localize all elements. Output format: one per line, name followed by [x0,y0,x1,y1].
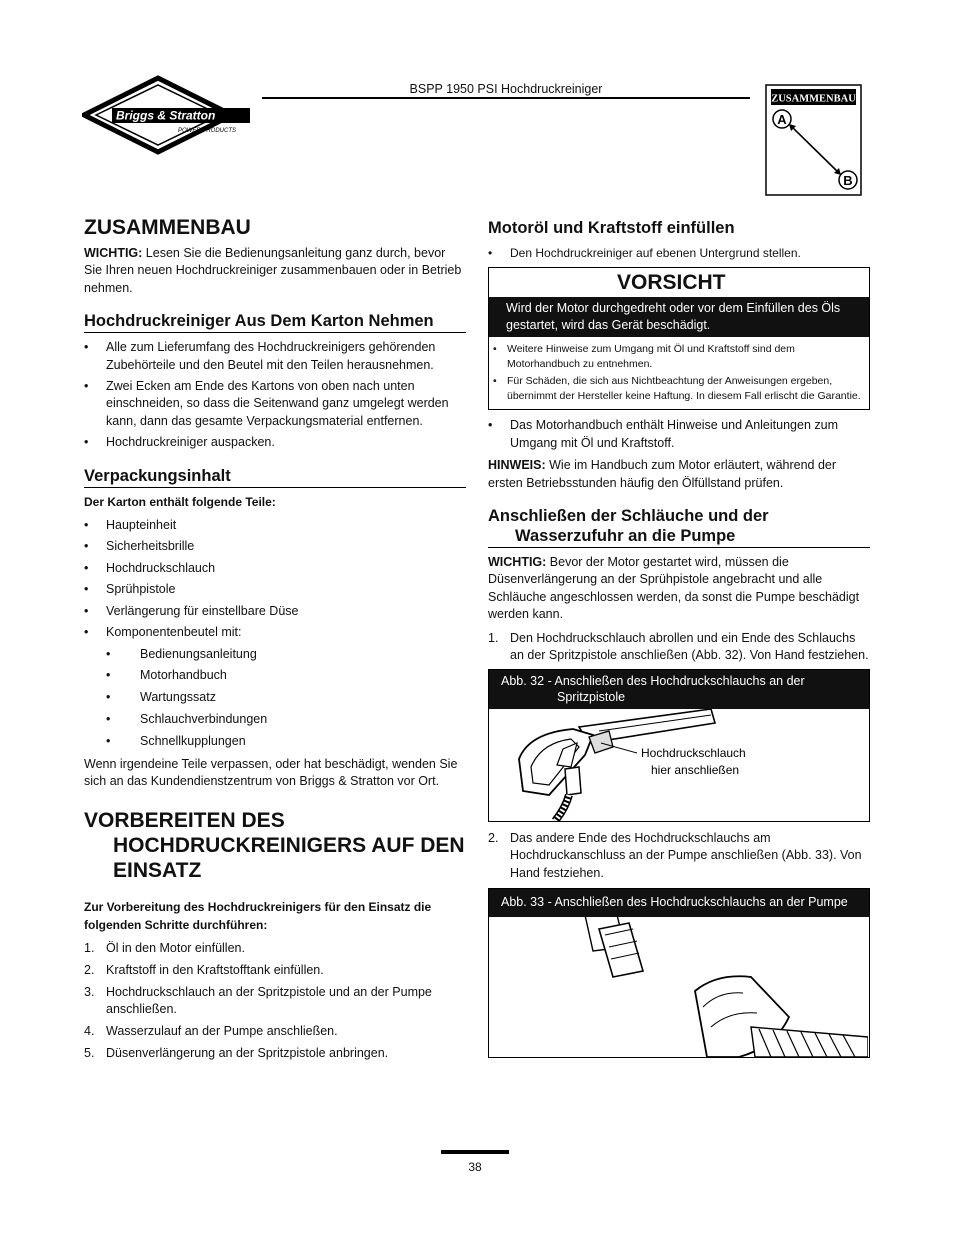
caution-list [489,337,869,409]
prepare-lead: Zur Vorbereitung des Hochdruckreinigers für den Einsatz die folgenden Schritte durchführen: [84,900,432,932]
pump-hose-illustration [489,917,868,1057]
step-item: 4. Wasserzulauf an der Pumpe anschließen. [84,1024,338,1039]
left-column [84,216,466,1069]
prepare-steps [84,940,466,1062]
hint-text: Wie im Handbuch zum Motor erläutert, während der ersten Betriebsstunden häufig den Ölfüllstand prüfen. [488,458,837,490]
list-item: • Wartungssatz [84,689,466,706]
figure-33-body [489,917,869,1057]
briggs-stratton-logo [82,75,254,155]
hint-paragraph [488,457,870,492]
intro-text: Lesen Sie die Bedienungsanleitung ganz durch, bevor Sie Ihren neuen Hochdruckreiniger zusammenbauen oder in Betrieb nehmen. [84,246,462,295]
component-bag-list [84,646,466,751]
figure-32 [488,669,870,822]
list-item: • Komponentenbeutel mit: [84,624,466,641]
missing-parts-note: Wenn irgendeine Teile verpassen, oder hat beschädigt, wenden Sie sich an das Kundendienstzentrum von Briggs & Stratton vor Ort. [84,756,458,788]
hoses-important [488,554,870,624]
intro-paragraph [84,245,466,297]
badge-label: ZUSAMMENBAU [771,93,856,105]
logo-subline: POWER PRODUCTS [178,128,237,134]
list-item: • Verlängerung für einstellbare Düse [84,603,466,620]
list-item: • Sprühpistole [84,581,466,598]
page-number: 38 [468,1160,482,1174]
section-title-prepare: VORBEREITEN DES HOCHDRUCKREINIGERS AUF DEN EINSATZ [84,809,465,883]
step-item: 3. Hochdruckschlauch an der Spritzpistole und an der Pumpe anschließen. [84,984,432,1017]
list-item: • Schnellkupplungen [84,733,466,750]
section-badge [765,84,862,196]
oil-fuel-list [488,245,870,262]
list-item: • Hochdruckschlauch [84,560,466,577]
hint-label: HINWEIS: [488,458,546,473]
step-item: 5. Düsenverlängerung an der Spritzpistole anbringen. [84,1046,389,1061]
list-item: • Motorhandbuch [84,667,466,684]
unpack-list [84,339,466,451]
right-column [488,218,870,1066]
list-item: • Alle zum Lieferumfang des Hochdruckreinigers gehörenden Zubehörteile und den Beutel mit den Teilen herausnehmen. [84,339,466,374]
list-item: • Den Hochdruckreiniger auf ebenen Untergrund stellen. [488,245,870,262]
figure-33 [488,888,870,1058]
hoses-text: Bevor der Motor gestartet wird, müssen die Düsenverlängerung an der Sprühpistole angebracht und alle Schläuche angeschlossen werden, da sonst die Pumpe beschädigt werden kann. [488,555,860,622]
spray-gun-illustration [489,709,868,821]
figure-32-caption: Abb. 32 - Anschließen des Hochdruckschlauchs an der Spritzpistole [489,670,869,709]
figure-33-caption: Abb. 33 - Anschließen des Hochdruckschlauchs an der Pumpe [489,889,869,917]
badge-b: B [843,173,853,188]
badge-a: A [777,112,787,127]
list-item: • Haupteinheit [84,517,466,534]
intro-label: WICHTIG: [84,246,143,260]
list-item: • Das Motorhandbuch enthält Hinweise und Anleitungen zum Umgang mit Öl und Kraftstoff. [488,417,870,452]
list-item: • Sicherheitsbrille [84,538,466,555]
step-item: 2. Das andere Ende des Hochdruckschlauchs am Hochdruckanschluss an der Pumpe anschließen (Abb. 33). Von Hand festziehen. [488,830,862,880]
figure-32-body [489,709,869,821]
section-title-zusammenbau: ZUSAMMENBAU [84,216,251,239]
page-number-rule [441,1150,509,1154]
contents-lead: Der Karton enthält folgende Teile: [84,494,276,509]
header-rule [262,97,750,99]
caution-title: VORSICHT [617,271,726,295]
step-item: 1. Öl in den Motor einfüllen. [84,941,245,956]
list-item: • Weitere Hinweise zum Umgang mit Öl und Kraftstoff sind dem Motorhandbuch zu entnehmen. [492,342,865,372]
list-item: • Zwei Ecken am Ende des Kartons von oben nach unten einschneiden, so dass die Seitenwand ganz umgelegt werden kann, dann das gesamte Verpackungsmaterial entfernen. [84,378,466,430]
caution-box [488,267,870,410]
subsection-title-oil-fuel: Motoröl und Kraftstoff einfüllen [488,219,735,237]
step-item: 1. Den Hochdruckschlauch abrollen und ein Ende des Schlauchs an der Spritzpistole anschließen (Abb. 32). Von Hand festziehen. [488,630,869,663]
list-item: • Bedienungsanleitung [84,646,466,663]
logo-wordmark: Briggs & Stratton [116,108,216,123]
header-title: BSPP 1950 PSI Hochdruckreiniger [409,82,603,96]
figure-32-label-1: Hochdruckschlauch [641,745,746,760]
oil-fuel-list-2 [488,417,870,452]
hoses-label: WICHTIG: [488,555,547,570]
figure-32-label-2: hier anschließen [651,762,740,777]
list-item: • Schlauchverbindungen [84,711,466,728]
list-item: • Hochdruckreiniger auspacken. [84,434,466,451]
subsection-title-unpack: Hochdruckreiniger Aus Dem Karton Nehmen [84,311,466,333]
contents-list [84,517,466,641]
hose-step-1 [488,630,870,665]
caution-text: Wird der Motor durchgedreht oder vor dem Einfüllen des Öls gestartet, wird das Gerät beschädigt. [489,297,869,337]
step-item: 2. Kraftstoff in den Kraftstofftank einfüllen. [84,963,324,978]
subsection-title-hoses: Anschließen der Schläuche und der Wasserzufuhr an die Pumpe [488,506,870,548]
list-item: • Für Schäden, die sich aus Nichtbeachtung der Anweisungen ergeben, übernimmt der Hersteller keine Haftung. In diesem Fall erlischt die Garantie. [492,374,865,404]
subsection-title-contents: Verpackungsinhalt [84,466,466,488]
hose-step-2 [488,830,870,882]
